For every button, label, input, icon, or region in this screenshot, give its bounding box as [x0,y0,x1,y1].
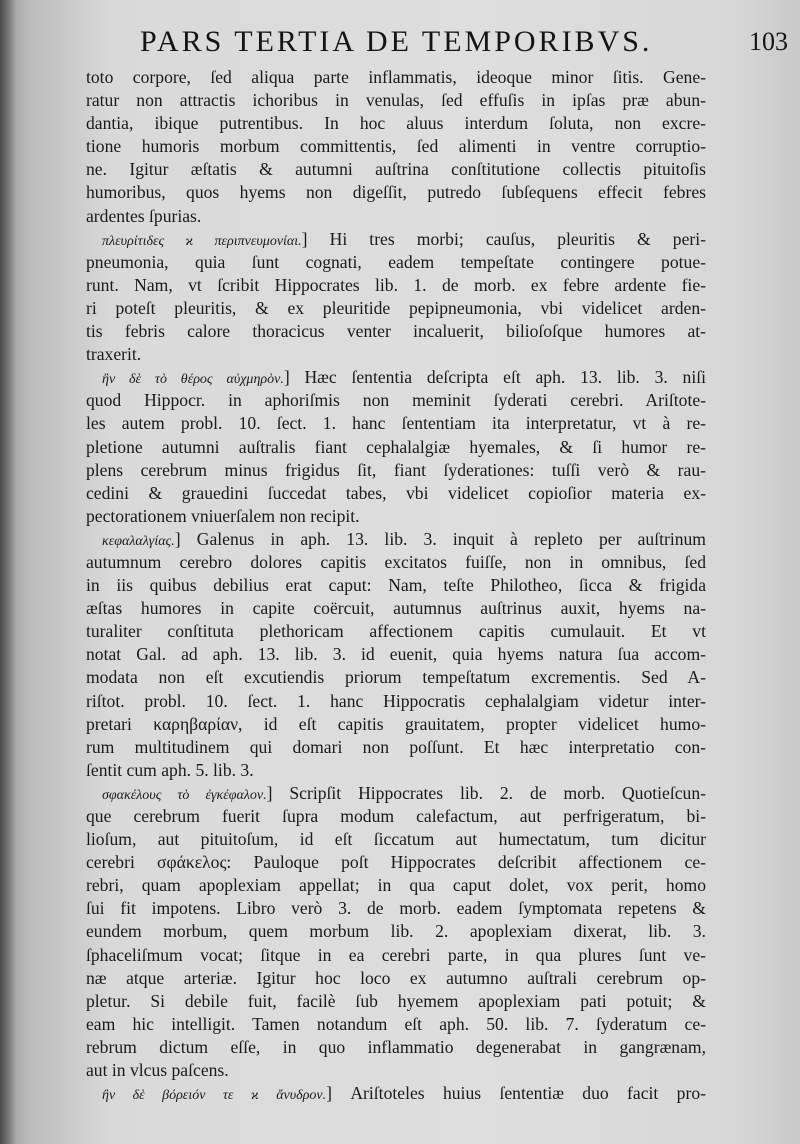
line-text: ſui fit impotens. Libro verò 3. de morb. eadem ſymptomata repetens & [86,898,706,919]
text-line [86,736,706,759]
text-line [86,690,706,713]
line-text: turaliter conſtituta plethoricam affectionem capitis cumulauit. Et vt [86,621,706,642]
greek-lemma: κεφαλαλγίας. [102,533,175,549]
text-line [86,505,706,528]
text-line [86,597,706,620]
line-text: ratur non attractis ichoribus in venulas, ſed effuſis in ipſas præ abun- [86,90,706,111]
text-line [86,158,706,181]
greek-lemma: σφακέλους τὸ ἐγκέφαλον. [102,787,267,803]
line-text: ne. Igitur æſtatis & autumni auſtrina conſtitutione collectis pituitoſis [86,159,706,180]
line-text: pneumonia, quia ſunt cognati, eadem tempeſtate contingere potue- [86,251,706,272]
text-line [86,897,706,920]
text-line [86,1013,706,1036]
line-text: ] Hæc ſententia deſcripta eſt aph. 13. lib. 3. niſi [283,367,706,388]
text-line [86,551,706,574]
text-line [86,66,706,89]
line-text: æſtas humores in capite coërcuit, autumnus auſtrinus auxit, hyems na- [86,598,706,619]
text-line [86,967,706,990]
text-line [86,343,706,366]
line-text: ] Hi tres morbi; cauſus, pleuritis & peri- [301,228,706,249]
line-text: aut in vlcus paſcens. [86,1060,229,1081]
text-line [86,112,706,135]
line-text: toto corpore, ſed aliqua parte inflammatis, ideoque minor ſitis. Gene- [86,67,706,87]
text-line [86,228,706,251]
text-line [86,828,706,851]
text-line [86,1059,706,1082]
line-text: tione humoris morbum committentis, ſed alimenti in ventre corruptio- [86,136,706,157]
line-text: ſphaceliſmum vocat; ſitque in ea cerebri parte, in qua plures ſunt ve- [86,944,706,965]
text-line [86,990,706,1013]
text-line [86,205,706,228]
line-text: ri poteſt pleuritis, & ex pleuritide pepipneumonia, vbi videlicet arden- [86,297,706,318]
line-text: ] Scripſit Hippocrates lib. 2. de morb. Quotieſcun- [266,782,706,803]
text-line [86,643,706,666]
line-text: modata non eſt excutiendis priorum tempeſtatum excrementis. Sed A- [86,667,706,688]
text-line [86,297,706,320]
line-text: ſentit cum aph. 5. lib. 3. [86,759,254,780]
text-line [86,251,706,274]
text-line [86,1082,706,1105]
line-text: pletur. Si debile fuit, facilè ſub hyemem apoplexiam pati potuit; & [86,990,706,1011]
text-line [86,574,706,597]
line-text: rebrum dictum eſſe, in quo inflammatio degenerabat in gangrænam, [86,1036,706,1057]
text-line [86,713,706,736]
line-text: rebri, quam apoplexiam appellat; in qua caput dolet, vox perit, homo [86,875,706,896]
text-line [86,528,706,551]
text-line [86,782,706,805]
line-text: lioſum, aut pituitoſum, id eſt ſiccatum aut humectatum, tum dicitur [86,829,706,850]
line-text: runt. Nam, vt ſcribit Hippocrates lib. 1. de morb. ex febre ardente fie- [86,274,706,295]
text-line [86,944,706,967]
text-line [86,320,706,343]
line-text: traxerit. [86,344,142,365]
text-line [86,1036,706,1059]
greek-lemma: πλευρίτιδες ϰ περιπνευμονίαι. [102,233,302,249]
line-text: les autem probl. 10. ſect. 1. hanc ſententiam ita interpretatur, vt à re- [86,413,706,434]
line-text: eam hic intelligit. Tamen notandum eſt aph. 50. lib. 7. ſyderatum ce- [86,1013,706,1034]
line-text: in iis quibus debilius erat caput: Nam, teſte Philotheo, ſicca & frigida [86,575,706,596]
text-line [86,89,706,112]
line-text: eundem morbum, quem morbum lib. 2. apoplexiam dixerat, lib. 3. [86,921,706,942]
text-line [86,874,706,897]
line-text: plens cerebrum minus frigidus ſit, fiant ſyderationes: tuſſi verò & rau- [86,459,706,480]
line-text: ] Galenus in aph. 13. lib. 3. inquit à repleto per auſtrinum [174,528,706,549]
line-text: autumnum cerebro dolores capitis excitatos fuiſſe, non in omnibus, ſed [86,551,706,572]
text-line [86,274,706,297]
line-text: notat Gal. ad aph. 13. lib. 3. id euenit, quia hyems natura ſua accom- [86,644,706,665]
line-text: pretari καρηβαρίαν, id eſt capitis grauitatem, propter videlicet humo- [86,713,706,734]
text-line [86,759,706,782]
line-text: næ atque arteriæ. Igitur hoc loco ex autumno auſtrali cerebrum op- [86,967,706,988]
line-text: ardentes ſpurias. [86,205,202,226]
text-line [86,482,706,505]
running-header: PARS TERTIA DE TEMPORIBVS. [140,25,653,58]
body-text [86,66,706,1105]
line-text: cedini & grauedini ſuccedat tabes, vbi videlicet copioſior materia ex- [86,482,706,503]
text-line [86,459,706,482]
text-line [86,805,706,828]
text-line [86,366,706,389]
line-text: dantia, ibique putrentibus. In hoc aluus interdum ſoluta, non excre- [86,113,706,134]
text-line [86,920,706,943]
text-line [86,851,706,874]
greek-lemma: ἢν δὲ τὸ θέρος αὐχμηρὸν. [102,372,284,388]
text-line [86,135,706,158]
text-line [86,666,706,689]
line-text: tis febris calore thoracicus venter incaluerit, bilioſoſque humores at- [86,321,706,342]
line-text: ] Ariſtoteles huius ſententiæ duo facit pro- [326,1083,706,1104]
text-line [86,620,706,643]
page-number: 103 [749,27,788,56]
line-text: pletione autumni auſtralis fiant cephalalgiæ hyemales, & ſi humor re- [86,436,706,457]
text-line [86,389,706,412]
line-text: riſtot. probl. 10. ſect. 1. hanc Hippocratis cephalalgiam videtur inter- [86,690,706,711]
line-text: quod Hippocr. in aphoriſmis non meminit ſyderati cerebri. Ariſtote- [86,390,706,411]
line-text: rum multitudinem qui domari non poſſunt. Et hæc interpretatio con- [86,736,706,757]
text-line [86,436,706,459]
line-text: que cerebrum fuerit ſupra modum calefactum, aut perfrigeratum, bi- [86,806,706,826]
text-line [86,412,706,435]
line-text: pectorationem vniuerſalem non recipit. [86,505,360,526]
text-line [86,181,706,204]
line-text: cerebri σφάκελος: Pauloque poſt Hippocrates deſcribit affectionem ce- [86,852,706,873]
line-text: humoribus, quos hyems non digeſſit, putredo ſubſequens effecit febres [86,182,706,203]
greek-lemma: ἢν δὲ βόρειόν τε ϰ ἄνυδρον. [102,1088,327,1104]
binding-gutter [0,0,16,1144]
